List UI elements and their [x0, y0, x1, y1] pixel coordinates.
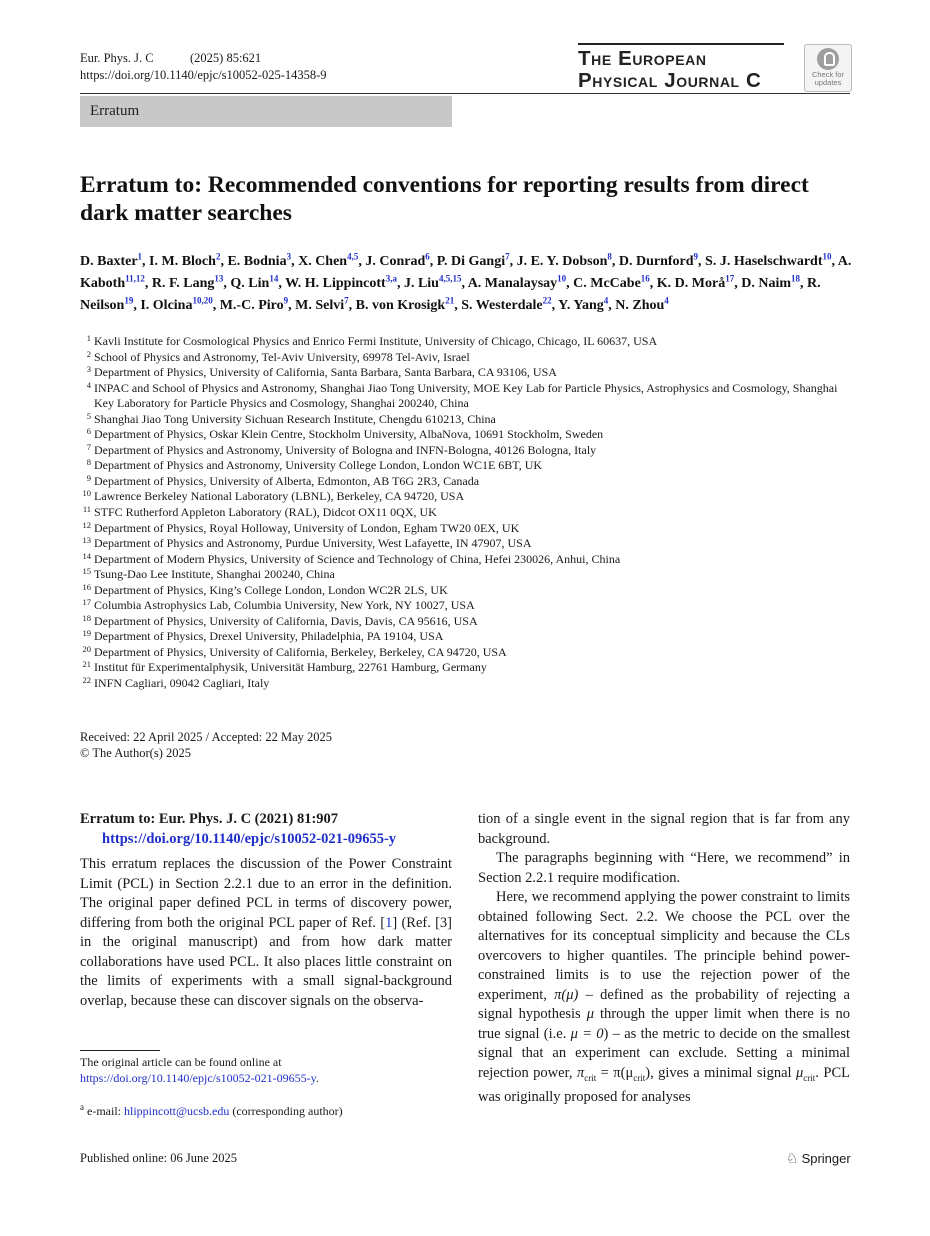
- affiliation-item: [80, 381, 860, 412]
- author: J. Liu$^{4,5,15}$: [403, 273, 462, 292]
- author: S. Westerdale$^{22}$: [461, 295, 552, 314]
- affiliation-number: 10: [82, 488, 91, 499]
- author-affiliation-ref[interactable]: 4: [603, 295, 609, 306]
- affiliation-text: Department of Physics, Drexel University, Philadelphia, PA 19104, USA: [94, 629, 444, 644]
- affiliation-number: 22: [82, 675, 91, 686]
- author: W. H. Lippincott$^{3,a}$: [285, 273, 397, 292]
- affiliation-number: 9: [86, 472, 91, 483]
- affiliation-number: 11: [82, 504, 91, 515]
- author-affiliation-ref[interactable]: 10: [557, 273, 567, 284]
- author-affiliation-ref[interactable]: 4: [664, 295, 669, 306]
- author: Q. Lin$^{14}$: [230, 273, 279, 292]
- affiliation-number: 17: [82, 597, 91, 608]
- affiliation-text: Lawrence Berkeley National Laboratory (LBNL), Berkeley, CA 94720, USA: [94, 489, 465, 504]
- check-for-updates-badge[interactable]: [804, 44, 852, 92]
- affiliation-number: 1: [86, 333, 91, 343]
- affiliation-item: [80, 536, 860, 552]
- affiliation-number: 21: [82, 659, 91, 670]
- affiliation-item: [80, 458, 860, 474]
- author: B. von Krosigk$^{21}$: [355, 295, 455, 314]
- author: R. F. Lang$^{13}$: [151, 273, 224, 292]
- author: C. McCabe$^{16}$: [573, 273, 650, 292]
- affiliation-text: Department of Physics, University of California, Santa Barbara, Santa Barbara, CA 93106, USA: [94, 365, 557, 380]
- affiliation-number: 14: [82, 550, 91, 561]
- affiliation-text: Kavli Institute for Cosmological Physics and Enrico Fermi Institute, University of Chicago, Chicago, IL 60637, USA: [94, 334, 658, 348]
- author: X. Chen$^{4,5}$: [298, 251, 359, 269]
- author-list: D. Baxter$^1$, I. M. Bloch$^2$, E. Bodnia$^3$, X. Chen$^{4,5}$, J. Conrad$^6$, P. Di Gangi$^7$, J. E. Y. Dobson$^8$, D. Durnford$^9$, S. J. Haselschwardt$^{10}$, A. Kaboth$^{11,12}$, R. F. Lang$^{13}$, Q. Lin$^{14}$, W. H. Lippincott$^{3,a}$, J. Liu$^{4,5,15}$, A. Manalaysay$^{10}$, C. McCabe$^{16}$, K. D. Morå$^{17}$, D. Naim$^{18}$, R. Neilson$^{19}$, I. Olcina$^{10,20}$, M.-C. Piro$^9$, M. Selvi$^7$, B. von Krosigk$^{21}$, S. Westerdale$^{22}$, Y. Yang$^4$, N. Zhou$^4$: [80, 251, 852, 314]
- author-affiliation-ref[interactable]: 10,20: [192, 295, 213, 306]
- author-affiliation-ref[interactable]: 16: [640, 273, 650, 284]
- affiliation-text: Department of Physics, University of California, Davis, Davis, CA 95616, USA: [94, 613, 478, 628]
- author-affiliation-ref[interactable]: 7: [344, 295, 349, 306]
- affiliation-text: Institut für Experimentalphysik, Universität Hamburg, 22761 Hamburg, Germany: [94, 660, 487, 675]
- affiliation-text: Department of Physics and Astronomy, University College London, London WC1E 6BT, UK: [94, 458, 543, 473]
- author: K. D. Morå$^{17}$: [656, 273, 735, 292]
- author-affiliation-ref[interactable]: 21: [445, 295, 455, 306]
- author: E. Bodnia$^3$: [227, 251, 292, 269]
- affiliation-item: [80, 412, 860, 428]
- author: J. Conrad$^6$: [365, 251, 430, 269]
- original-article-footnote: The original article can be found online at https://doi.org/10.1140/epjc/s10052-021-09655-y.: [80, 1055, 319, 1085]
- affiliation-text: INPAC and School of Physics and Astronomy, Shanghai Jiao Tong University, MOE Key Lab for Particle Physics, Astrophysics and Cosmology, Shanghai Key Laboratory for Particle Physics and Cosmology, Shanghai 200240, China: [94, 380, 838, 411]
- author-affiliation-ref[interactable]: 7: [505, 251, 510, 262]
- author-affiliation-ref[interactable]: 17: [725, 273, 735, 284]
- author-affiliation-ref[interactable]: 1: [137, 251, 143, 262]
- affiliation-item: [80, 614, 860, 630]
- affiliation-item: [80, 552, 860, 568]
- author-affiliation-ref[interactable]: 4,5,15: [438, 273, 462, 284]
- affiliation-number: 5: [86, 410, 91, 421]
- author: R. Neilson$^{19}$: [80, 276, 821, 314]
- author-affiliation-ref[interactable]: 22: [542, 295, 552, 306]
- author: D. Baxter$^1$: [80, 251, 143, 269]
- author: S. J. Haselschwardt$^{10}$: [705, 251, 832, 269]
- article-type-bar: Erratum: [80, 96, 452, 127]
- right-column: [478, 810, 850, 1107]
- affiliation-text: Tsung-Dao Lee Institute, Shanghai 200240, China: [94, 567, 335, 582]
- affiliation-item: [80, 474, 860, 490]
- affiliation-text: Department of Physics and Astronomy, University of Bologna and INFN-Bologna, 40126 Bologna, Italy: [94, 442, 597, 457]
- affiliation-item: [80, 505, 860, 521]
- author-affiliation-ref[interactable]: 8: [607, 251, 612, 262]
- affiliation-text: Department of Physics, University of Alberta, Edmonton, AB T6G 2R3, Canada: [94, 473, 480, 488]
- copyright: © The Author(s) 2025: [80, 745, 191, 760]
- affiliation-text: Department of Physics and Astronomy, Purdue University, West Lafayette, IN 47907, USA: [94, 536, 532, 551]
- header-rule: [80, 93, 850, 94]
- author-affiliation-ref[interactable]: 9: [283, 295, 289, 306]
- received-accepted: Received: 22 April 2025 / Accepted: 22 May 2025: [80, 730, 333, 744]
- author-affiliation-ref[interactable]: 19: [124, 295, 134, 306]
- bookmark-icon: [817, 48, 839, 70]
- affiliation-number: 3: [86, 364, 91, 375]
- affiliation-item: [80, 676, 860, 692]
- brand-line-2: Physical Journal C: [578, 69, 762, 92]
- badge-label: Check for updates: [811, 70, 845, 87]
- author-affiliation-ref[interactable]: 11,12: [125, 273, 145, 284]
- affiliation-item: [80, 583, 860, 599]
- affiliation-text: Department of Physics, King’s College London, London WC2R 2LS, UK: [94, 582, 448, 597]
- email-footnote: $^a$ e-mail: hlippincott@ucsb.edu (corresponding author): [80, 1102, 343, 1118]
- affiliation-item: [80, 598, 860, 614]
- affiliation-number: 7: [86, 441, 91, 452]
- affiliation-number: 16: [82, 581, 91, 592]
- author: I. M. Bloch$^2$: [149, 251, 221, 269]
- affiliation-number: 19: [82, 628, 91, 639]
- author: M. Selvi$^7$: [295, 295, 349, 314]
- body-paragraph: tion of a single event in the signal region that is far from any background.: [478, 811, 850, 847]
- author: N. Zhou$^4$: [615, 295, 669, 314]
- erratum-heading: Erratum to: Eur. Phys. J. C (2021) 81:907: [80, 811, 339, 827]
- affiliation-text: Department of Modern Physics, University of Science and Technology of China, Hefei 230026, Anhui, China: [94, 551, 621, 566]
- author: I. Olcina$^{10,20}$: [140, 295, 213, 314]
- journal-brand: [578, 43, 784, 92]
- author: A. Manalaysay$^{10}$: [467, 273, 567, 292]
- email-link[interactable]: hlippincott@ucsb.edu: [123, 1104, 230, 1118]
- author: M.-C. Piro$^9$: [219, 295, 289, 314]
- affiliation-number: 6: [86, 426, 91, 437]
- author-affiliation-ref[interactable]: 3,a: [385, 273, 397, 284]
- affiliation-item: [80, 443, 860, 459]
- author-affiliation-ref[interactable]: 14: [269, 273, 279, 284]
- affiliation-text: School of Physics and Astronomy, Tel-Aviv University, 69978 Tel-Aviv, Israel: [94, 349, 470, 364]
- author: P. Di Gangi$^7$: [436, 251, 510, 269]
- affiliation-item: [80, 521, 860, 537]
- affiliation-number: 15: [82, 566, 91, 577]
- original-article-link[interactable]: https://doi.org/10.1140/epjc/s10052-021-09655-y: [80, 1070, 316, 1085]
- affiliation-text: Shanghai Jiao Tong University Sichuan Research Institute, Chengdu 610213, China: [94, 411, 496, 426]
- original-doi-link[interactable]: https://doi.org/10.1140/epjc/s10052-021-09655-y: [102, 830, 397, 847]
- article-doi-link[interactable]: https://doi.org/10.1140/epjc/s10052-025-14358-9: [80, 68, 327, 82]
- publisher-logo: ♘ Springer: [786, 1150, 851, 1166]
- author-affiliation-ref[interactable]: 3: [286, 251, 292, 262]
- springer-horse-icon: ♘: [786, 1150, 799, 1166]
- affiliation-text: Department of Physics, University of California, Berkeley, Berkeley, CA 94720, USA: [94, 644, 507, 659]
- affiliation-item: [80, 645, 860, 661]
- affiliation-text: STFC Rutherford Appleton Laboratory (RAL), Didcot OX11 0QX, UK: [94, 505, 437, 520]
- left-column: [80, 810, 452, 1011]
- author: D. Durnford$^9$: [618, 251, 699, 269]
- author-affiliation-ref[interactable]: 13: [214, 273, 224, 284]
- author: D. Naim$^{18}$: [741, 273, 801, 292]
- reference-link[interactable]: 1: [385, 914, 393, 931]
- article-dates: [80, 730, 332, 761]
- affiliation-number: 18: [82, 612, 91, 623]
- affiliation-text: INFN Cagliari, 09042 Cagliari, Italy: [94, 676, 270, 691]
- author: A. Kaboth$^{11,12}$: [80, 254, 852, 292]
- affiliation-item: [80, 629, 860, 645]
- affiliation-number: 12: [82, 519, 91, 530]
- affiliation-text: Department of Physics, Royal Holloway, University of London, Egham TW20 0EX, UK: [94, 520, 520, 535]
- journal-volume: (2025) 85:621: [190, 51, 262, 65]
- affiliation-number: 13: [82, 535, 91, 546]
- brand-line-1: The European: [578, 47, 707, 70]
- affiliation-item: [80, 567, 860, 583]
- footnote-rule: [80, 1050, 160, 1051]
- article-title: Erratum to: Recommended conventions for reporting results from direct dark matter searches: [80, 172, 809, 226]
- affiliation-number: 20: [82, 643, 91, 654]
- body-paragraph: This erratum replaces the discussion of the Power Constraint Limit (PCL) in Section 2.2.1 due to an error in the definition. The original paper defined PCL in terms of discovery power, differing from both the original PCL paper of Ref. [1] (Ref. [3] in the original manuscript) and from how dark matter collaborations have used PCL. It also places little constraint on the limits of experiments with a small signal-background overlap, because these can discover signals on the observa-: [80, 856, 452, 1009]
- affiliation-text: Department of Physics, Oskar Klein Centre, Stockholm University, AlbaNova, 10691 Stockholm, Sweden: [94, 427, 604, 442]
- affiliation-number: 8: [86, 457, 91, 468]
- affiliation-number: 2: [86, 348, 91, 359]
- body-paragraph: The paragraphs beginning with “Here, we recommend” in Section 2.2.1 require modification.: [478, 850, 850, 886]
- author-affiliation-ref[interactable]: 6: [425, 251, 430, 262]
- affiliation-item: [80, 334, 860, 350]
- body-paragraph: Here, we recommend applying the power constraint to limits obtained following Sect. 2.2. We choose the PCL over the alternatives for its conceptual simplicity and because the CLs overcovers to higher quantiles. The principle behind power-constrained limits is to use the rejection power of the experiment, π(μ) – defined as the probability of rejecting a signal hypothesis μ through the upper limit when there is no true signal (i.e. μ = 0) – as the metric to decide on the smallest signal that an experiment can exclude. Setting a minimal rejection power, $\pi_{crit} = \pi(\mu_{crit})$, gives a minimal signal $\mu_{crit}$. PCL was originally proposed for analyses: [478, 889, 850, 1105]
- author-affiliation-ref[interactable]: 10: [822, 251, 832, 262]
- affiliation-item: [80, 350, 860, 366]
- journal-meta: [80, 50, 327, 84]
- affiliation-item: [80, 489, 860, 505]
- author-affiliation-ref[interactable]: 4,5: [347, 251, 359, 262]
- journal-short: Eur. Phys. J. C: [80, 51, 154, 65]
- affiliation-list: [80, 334, 860, 692]
- affiliation-number: 4: [86, 379, 91, 390]
- affiliation-item: [80, 365, 860, 381]
- author-affiliation-ref[interactable]: 18: [791, 273, 801, 284]
- author-affiliation-ref[interactable]: 2: [215, 251, 221, 262]
- published-date: Published online: 06 June 2025: [80, 1151, 237, 1165]
- affiliation-item: [80, 660, 860, 676]
- author: Y. Yang$^4$: [558, 295, 609, 314]
- affiliation-item: [80, 427, 860, 443]
- affiliation-text: Columbia Astrophysics Lab, Columbia University, New York, NY 10027, USA: [94, 598, 475, 613]
- author-affiliation-ref[interactable]: 9: [693, 251, 699, 262]
- author: J. E. Y. Dobson$^8$: [516, 251, 612, 269]
